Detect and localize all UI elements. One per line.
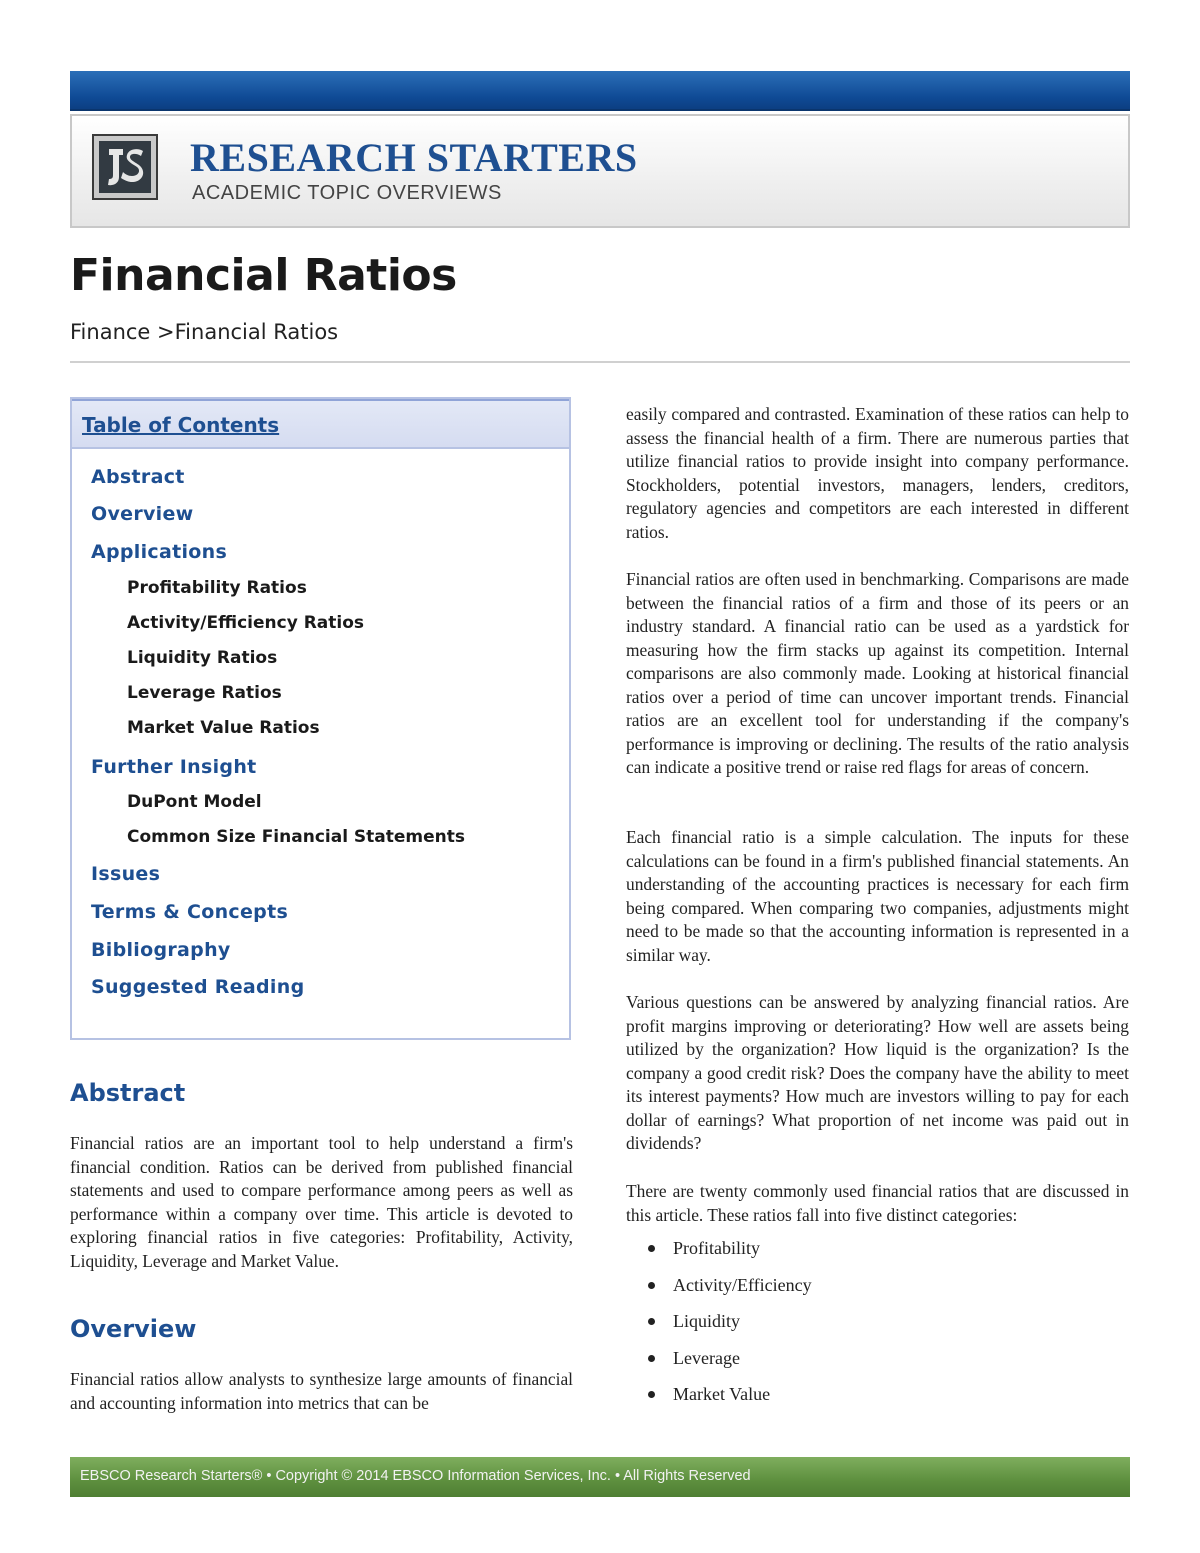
body-paragraph-5: There are twenty commonly used financial ratios that are discussed in this article. These ratios fall into five distinct categories: [626, 1181, 1129, 1225]
toc-link-applications[interactable]: Applications [91, 541, 228, 563]
body-paragraph-3: Each financial ratio is a simple calculation. The inputs for these calculations can be found in a firm's published financial statements. An understanding of the accounting practices is necessary for each firm being compared. When comparing two companies, adjustments might need to be made so that the accounting information is represented in a similar way. [626, 827, 1129, 965]
list-item [646, 1311, 946, 1348]
toc-link-issues[interactable]: Issues [91, 863, 161, 885]
bullet-icon [648, 1245, 655, 1252]
page-title: Financial Ratios [70, 250, 457, 301]
toc-link-suggested-reading[interactable]: Suggested Reading [91, 976, 305, 998]
list-item-label: Leverage [673, 1347, 740, 1368]
overview-text: Financial ratios allow analysts to synthesize large amounts of financial and accounting information into metrics that can be [70, 1369, 573, 1413]
toc-link-activity-efficiency-ratios[interactable]: Activity/Efficiency Ratios [127, 613, 365, 633]
brand-subtitle: ACADEMIC TOPIC OVERVIEWS [192, 182, 502, 204]
toc-link-dupont-model[interactable]: DuPont Model [127, 792, 262, 812]
breadcrumb [70, 320, 338, 344]
abstract-heading: Abstract [70, 1079, 186, 1107]
research-starters-logo-icon [92, 134, 158, 200]
list-item [646, 1384, 946, 1421]
body-paragraph-4: Various questions can be answered by analyzing financial ratios. Are profit margins improving or deteriorating? How well are assets being utilized by the organization? How liquid is the organization? Is the company a good credit risk? Does the company have the ability to meet its interest payments? How much are investors willing to pay for each dollar of earnings? What proportion of net income was paid out in dividends? [626, 992, 1129, 1153]
toc-link-terms-concepts[interactable]: Terms & Concepts [91, 901, 289, 923]
title-divider [70, 361, 1130, 363]
abstract-text: Financial ratios are an important tool to help understand a firm's financial condition. Ratios can be derived from published financial statements and used to compare performance among peers as well as performance within a company over time. This article is devoted to exploring financial ratios in five categories: Profitability, Activity, Liquidity, Leverage and Market Value. [70, 1133, 573, 1271]
toc-link-profitability-ratios[interactable]: Profitability Ratios [127, 578, 307, 598]
toc-link-leverage-ratios[interactable]: Leverage Ratios [127, 683, 282, 703]
list-item-label: Market Value [673, 1384, 771, 1404]
toc-link-common-size-statements[interactable]: Common Size Financial Statements [127, 827, 466, 847]
breadcrumb-separator: > [150, 320, 175, 344]
bullet-icon [648, 1391, 655, 1398]
category-list [646, 1238, 946, 1421]
overview-heading: Overview [70, 1315, 197, 1343]
toc-link-liquidity-ratios[interactable]: Liquidity Ratios [127, 648, 278, 668]
body-paragraph-1: easily compared and contrasted. Examination of these ratios can help to assess the financial health of a firm. There are numerous parties that utilize financial ratios to provide insight into company performance. Stockholders, potential investors, managers, lenders, creditors, regulatory agencies and competitors are each interested in different ratios. [626, 404, 1129, 542]
breadcrumb-parent[interactable]: Finance [70, 320, 151, 344]
bullet-icon [648, 1318, 655, 1325]
breadcrumb-current[interactable]: Financial Ratios [174, 320, 339, 344]
top-accent-bar [70, 71, 1130, 111]
list-item-label: Activity/Efficiency [673, 1274, 812, 1295]
footer-bar [70, 1457, 1130, 1497]
bullet-icon [648, 1355, 655, 1362]
toc-link-bibliography[interactable]: Bibliography [91, 939, 231, 961]
list-item [646, 1238, 946, 1275]
list-item-label: Profitability [673, 1238, 760, 1258]
brand-title: RESEARCH STARTERS [190, 135, 638, 180]
table-of-contents [70, 397, 571, 1040]
list-item [646, 1275, 946, 1312]
research-starters-banner [70, 114, 1130, 228]
toc-link-overview[interactable]: Overview [91, 503, 194, 525]
copyright-text: EBSCO Research Starters® • Copyright © 2014 EBSCO Information Services, Inc. • All Rights Reserved [80, 1468, 751, 1484]
list-item-label: Liquidity [673, 1311, 740, 1331]
list-item [646, 1348, 946, 1385]
body-paragraph-2: Financial ratios are often used in benchmarking. Comparisons are made between the financial ratios of a firm and those of its peers or an industry standard. A financial ratio can be used as a yardstick for measuring how the firm stacks up against its competition. Internal comparisons are also commonly made. Looking at historical financial ratios over a period of time can uncover important trends. Financial ratios are an excellent tool for understanding if the company's performance is improving or declining. The results of the ratio analysis can indicate a positive trend or raise red flags for areas of concern. [626, 569, 1129, 777]
toc-link-further-insight[interactable]: Further Insight [91, 756, 257, 778]
toc-link-market-value-ratios[interactable]: Market Value Ratios [127, 718, 320, 738]
toc-title-link[interactable]: Table of Contents [82, 413, 280, 437]
toc-link-abstract[interactable]: Abstract [91, 466, 185, 488]
bullet-icon [648, 1282, 655, 1289]
